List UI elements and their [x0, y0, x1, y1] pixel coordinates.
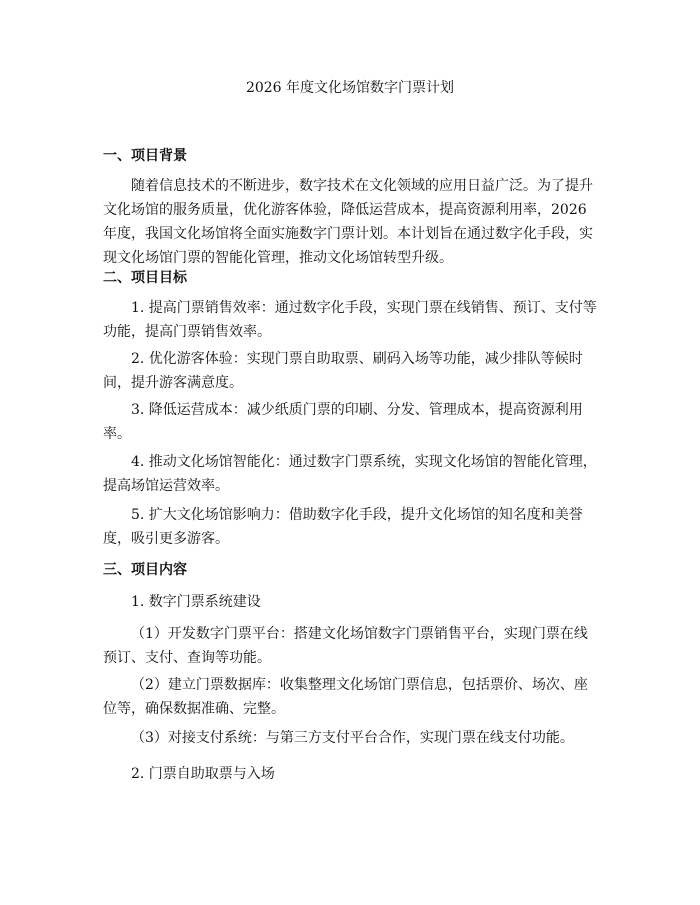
section-heading-goals: 二、项目目标 [103, 270, 187, 286]
section-heading-content: 三、项目内容 [103, 562, 187, 578]
document-title: 2026 年度文化场馆数字门票计划 [245, 80, 455, 96]
goal-item-5: 5. 扩大文化场馆影响力：借助数字化手段，提升文化场馆的知名度和美誉度，吸引更多游客。 [103, 507, 583, 547]
goal-item-4: 4. 推动文化场馆智能化：通过数字门票系统，实现文化场馆的智能化管理，提高场馆运营效率。 [103, 454, 597, 494]
content-subheading-1: 1. 数字门票系统建设 [131, 594, 261, 610]
background-paragraph: 随着信息技术的不断进步，数字技术在文化领域的应用日益广泛。为了提升文化场馆的服务质量，优化游客体验，降低运营成本，提高资源利用率，2026 年度，我国文化场馆将全面实施数字门票计划。本计划旨在通过数字化手段，实现文化场馆门票的智能化管理，推动文化场馆转型升级。 [103, 178, 593, 266]
content-item-platform: （1）开发数字门票平台：搭建文化场馆数字门票销售平台，实现门票在线预订、支付、查询等功能。 [103, 626, 588, 666]
content-subheading-2: 2. 门票自助取票与入场 [131, 766, 275, 782]
content-item-payment: （3）对接支付系统：与第三方支付平台合作，实现门票在线支付功能。 [131, 730, 574, 746]
goal-item-3: 3. 降低运营成本：减少纸质门票的印刷、分发、管理成本，提高资源利用率。 [103, 402, 583, 442]
goal-item-2: 2. 优化游客体验：实现门票自助取票、刷码入场等功能，减少排队等候时间，提升游客满意度。 [103, 351, 583, 391]
section-heading-background: 一、项目背景 [103, 148, 187, 164]
content-item-database: （2）建立门票数据库：收集整理文化场馆门票信息，包括票价、场次、座位等，确保数据准确、完整。 [103, 677, 588, 717]
goal-item-1: 1. 提高门票销售效率：通过数字化手段，实现门票在线销售、预订、支付等功能，提高门票销售效率。 [103, 300, 597, 340]
